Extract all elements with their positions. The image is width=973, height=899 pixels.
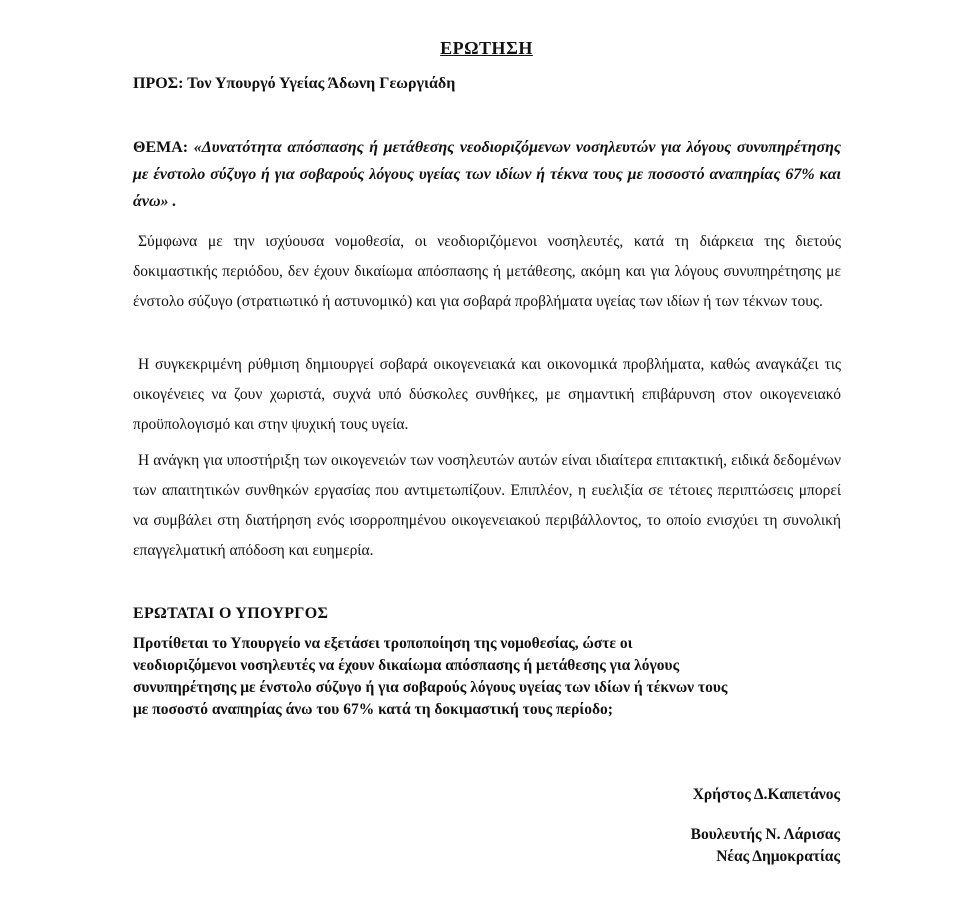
subject-text: «Δυνατότητα απόσπασης ή μετάθεσης νεοδιοριζόμενων νοσηλευτών για λόγους συνυπηρέτησης με ένστολο σύζυγο ή για σοβαρούς λόγους υγείας των ιδίων ή τέκνα τους με ποσοστό αναπηρίας 67% και άνω» . bbox=[133, 139, 842, 210]
body-paragraph-2: Η συγκεκριμένη ρύθμιση δημιουργεί σοβαρά οικογενειακά και οικονομικά προβλήματα, καθώς αναγκάζει τις οικογένειες να ζουν χωριστά, συχνά υπό δύσκολες συνθήκες, με σημαντική επιβάρυνση στον οικογενειακό προϋπολογισμό και στην ψυχική τους υγεία. bbox=[133, 356, 841, 433]
body-paragraph-3: Η ανάγκη για υποστήριξη των οικογενειών των νοσηλευτών αυτών είναι ιδιαίτερα επιτακτική, ειδικά δεδομένων των απαιτητικών συνθηκών εργασίας που αντιμετωπίζουν. Επιπλέον, η ευελιξία σε τέτοιες περιπτώσεις μπορεί να συμβάλει στη διατήρηση ενός ισορροπημένου οικογενειακού περιβάλλοντος, το οποίο ενισχύει τη συνολική επαγγελματική απόδοση και ευημερία. bbox=[133, 452, 841, 559]
question-line-2: νεοδιοριζόμενοι νοσηλευτές να έχουν δικαίωμα απόσπασης ή μετάθεσης για λόγους bbox=[133, 657, 680, 674]
question-line-1: Προτίθεται το Υπουργείο να εξετάσει τροποποίηση της νομοθεσίας, ώστε οι bbox=[133, 635, 633, 652]
question-line-3: συνυπηρέτησης με ένστολο σύζυγο ή για σοβαρούς λόγους υγείας των ιδίων ή τέκνων τους bbox=[133, 679, 728, 696]
subject-block bbox=[133, 134, 841, 215]
signature-name: Χρήστος Δ.Καπετάνος bbox=[692, 786, 840, 803]
body-paragraph-1: Σύμφωνα με την ισχύουσα νομοθεσία, οι νεοδιοριζόμενοι νοσηλευτές, κατά τη διάρκεια της διετούς δοκιμαστικής περιόδου, δεν έχουν δικαίωμα απόσπασης ή μετάθεσης, ακόμη και για λόγους συνυπηρέτησης με ένστολο σύζυγο (στρατιωτικό ή αστυνομικό) και για σοβαρά προβλήματα υγείας των ιδίων ή των τέκνων τους. bbox=[133, 233, 841, 310]
document-title: ΕΡΩΤΗΣΗ bbox=[440, 38, 533, 58]
signature-party: Νέας Δημοκρατίας bbox=[716, 848, 840, 865]
question-line-4: με ποσοστό αναπηρίας άνω του 67% κατά τη δοκιμαστική τους περίοδο; bbox=[133, 701, 613, 718]
question-text bbox=[133, 633, 833, 721]
question-header: ΕΡΩΤΑΤΑΙ Ο ΥΠΟΥΡΓΟΣ bbox=[133, 605, 329, 622]
signature-title: Βουλευτής Ν. Λάρισας bbox=[690, 826, 840, 843]
addressee-line: ΠΡΟΣ: Τον Υπουργό Υγείας Άδωνη Γεωργιάδη bbox=[133, 75, 456, 92]
subject-label: ΘΕΜΑ: bbox=[133, 139, 189, 156]
